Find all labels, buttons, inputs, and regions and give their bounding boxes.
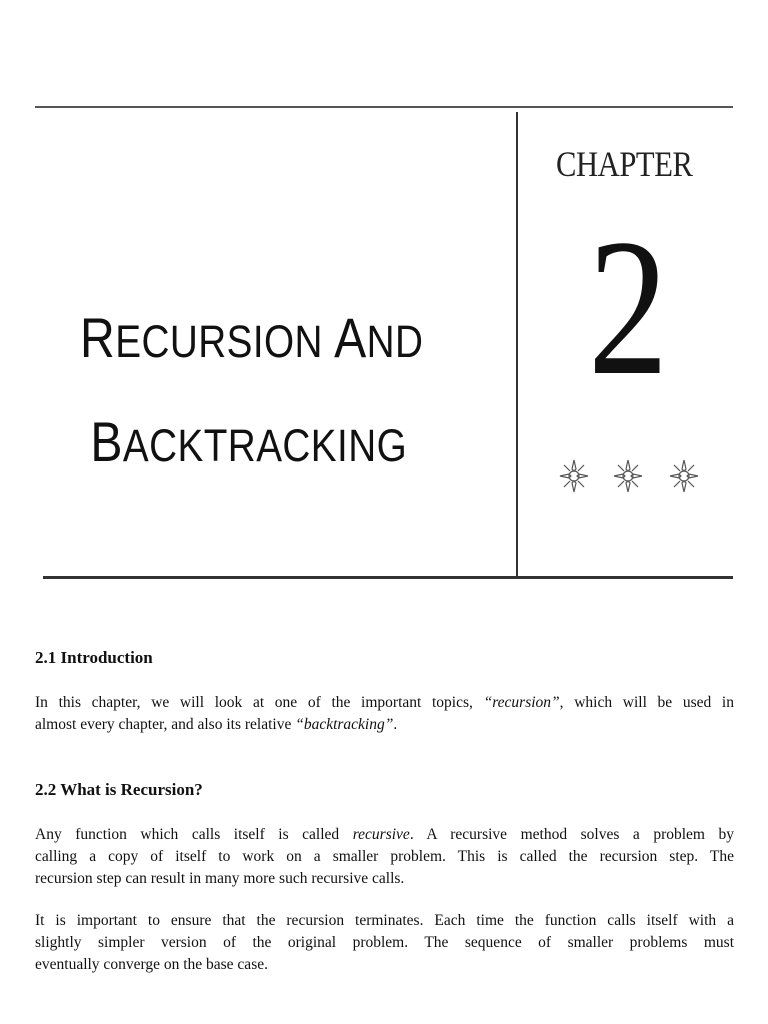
star-flourish-icon bbox=[558, 456, 590, 496]
emphasis-text: recursive bbox=[352, 826, 410, 843]
emphasis-text: “backtracking” bbox=[295, 716, 394, 733]
text-line: eventually converge on the base case. bbox=[35, 956, 268, 973]
paragraph-recursion-definition bbox=[35, 824, 734, 890]
title-initial: B bbox=[90, 410, 123, 473]
title-text: ND bbox=[366, 316, 424, 367]
chapter-title bbox=[80, 288, 441, 496]
title-text: ACKTRACKING bbox=[122, 420, 408, 471]
title-initial: A bbox=[334, 306, 367, 369]
top-rule bbox=[35, 106, 733, 108]
text-line: Any function which calls itself is called recursive. A recursive method solves a problem by bbox=[35, 826, 735, 843]
section-heading-introduction: 2.1 Introduction bbox=[35, 648, 153, 667]
text-line: calling a copy of itself to work on a smaller problem. This is called the recursion step. The bbox=[35, 848, 734, 865]
section-heading-what-is-recursion: 2.2 What is Recursion? bbox=[35, 780, 203, 799]
chapter-title-line-2 bbox=[80, 392, 441, 496]
chapter-label: CHAPTER bbox=[556, 144, 693, 184]
text-line: recursion step can result in many more such recursive calls. bbox=[35, 870, 405, 887]
text-line: almost every chapter, and also its relative “backtracking”. bbox=[35, 716, 398, 733]
emphasis-text: “recursion” bbox=[483, 694, 560, 711]
chapter-number: 2 bbox=[588, 199, 669, 416]
chapter-ornaments bbox=[558, 456, 698, 496]
bottom-rule bbox=[43, 576, 733, 579]
text-line: slightly simpler version of the original problem. The sequence of smaller problems must bbox=[35, 934, 734, 951]
star-flourish-icon bbox=[668, 456, 700, 496]
chapter-title-line-1 bbox=[80, 288, 441, 392]
vertical-divider bbox=[516, 112, 518, 576]
title-initial: R bbox=[80, 306, 116, 369]
text-line: It is important to ensure that the recursion terminates. Each time the function calls itself with a bbox=[35, 912, 734, 929]
paragraph-recursion-termination bbox=[35, 910, 734, 976]
title-text: ECURSION bbox=[115, 316, 335, 367]
paragraph-introduction bbox=[35, 692, 734, 736]
text-line: In this chapter, we will look at one of the important topics, “recursion”, which will be used in bbox=[35, 694, 734, 711]
star-flourish-icon bbox=[612, 456, 644, 496]
